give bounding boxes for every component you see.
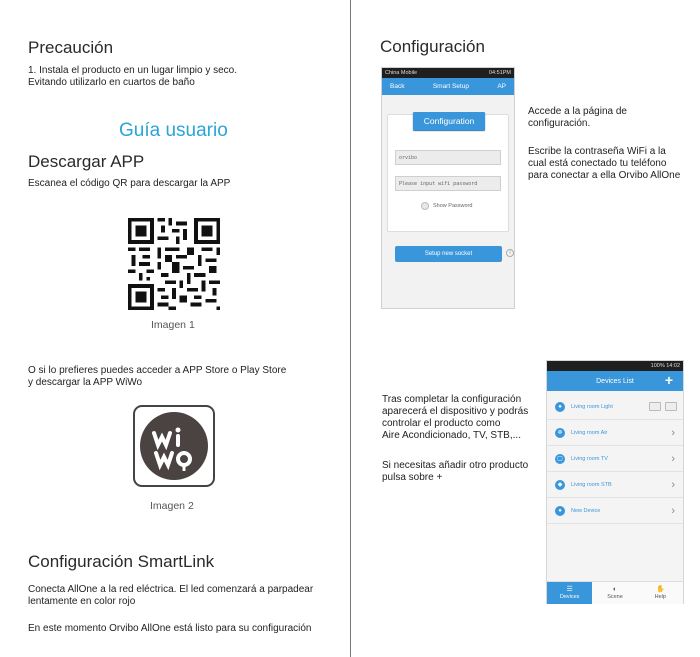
chevron-right-icon: › — [671, 504, 675, 517]
add-device-button[interactable]: + — [664, 372, 673, 388]
chevron-right-icon: › — [671, 452, 675, 465]
wiwo-logo-icon — [139, 411, 209, 481]
devices-list-screenshot — [546, 360, 684, 604]
on-toggle[interactable] — [649, 402, 661, 411]
smartlink-text-2: En este momento Orvibo AllOne está listo para su configuración — [28, 623, 312, 634]
tab-label: Help — [654, 594, 666, 600]
precaucion-heading: Precaución — [28, 38, 114, 57]
device-row[interactable] — [547, 446, 683, 472]
nav-title: Devices List — [596, 377, 634, 385]
configuration-tab[interactable]: Configuration — [413, 112, 485, 130]
nav-title: Smart Setup — [432, 83, 469, 90]
show-password-option[interactable] — [421, 202, 472, 210]
imagen2-caption: Imagen 2 — [150, 500, 194, 512]
device-row[interactable] — [547, 420, 683, 446]
escribe-text: Escribe la contraseña WiFi a la cual está conectado tu teléfono para conectar a ella Orvibo AllOne — [528, 146, 681, 181]
off-toggle[interactable] — [665, 402, 677, 411]
accede-text: Accede a la página de configuración. — [528, 106, 627, 129]
qr-code — [128, 218, 220, 310]
bulb-icon: ● — [555, 402, 565, 412]
device-label: Living room Light — [571, 403, 613, 410]
tab-devices[interactable] — [547, 582, 592, 604]
descargar-heading: Descargar APP — [28, 152, 145, 171]
device-row[interactable] — [547, 394, 683, 420]
ap-button[interactable]: AP — [497, 83, 506, 90]
new-device-icon: ● — [555, 506, 565, 516]
nav-bar — [382, 78, 514, 95]
setup-card — [387, 114, 509, 232]
radio-icon[interactable] — [421, 202, 429, 210]
setup-new-socket-button[interactable]: Setup new socket — [395, 246, 502, 262]
ssid-field[interactable]: orvibo — [395, 150, 501, 165]
list-icon: ☰ — [566, 586, 573, 593]
stb-icon: ◆ — [555, 480, 565, 490]
imagen1-caption: Imagen 1 — [151, 319, 195, 331]
wifi-password-field[interactable]: Please input wifi password — [395, 176, 501, 191]
tab-label: Devices — [559, 594, 580, 600]
status-time: 04:51PM — [488, 70, 511, 76]
hand-icon: ✋ — [655, 586, 665, 593]
guia-usuario-heading: Guía usuario — [119, 120, 228, 141]
scene-icon: ◐ — [612, 586, 618, 593]
smartlink-text-1: Conecta AllOne a la red eléctrica. El led comenzará a parpadear lentamente en color rojo — [28, 584, 314, 607]
smart-setup-screenshot — [381, 67, 515, 309]
wiwo-app-logo — [133, 405, 215, 487]
device-label: Living room Air — [571, 429, 608, 436]
anadir-text: Si necesitas añadir otro producto pulsa sobre + — [382, 460, 529, 483]
show-password-label: Show Password — [433, 203, 473, 209]
tab-help[interactable] — [638, 582, 683, 604]
device-label: Living room TV — [571, 455, 608, 462]
tv-icon: ▢ — [555, 454, 565, 464]
bottom-tab-bar — [547, 581, 683, 604]
status-time: 100% 14:02 — [650, 363, 680, 369]
smartlink-heading: Configuración SmartLink — [28, 552, 215, 571]
back-button[interactable]: Back — [390, 83, 405, 90]
info-icon[interactable]: i — [506, 249, 514, 257]
tab-scene[interactable] — [592, 582, 637, 604]
column-divider — [350, 0, 351, 657]
descargar-text: Escanea el código QR para descargar la APP — [28, 178, 231, 189]
device-label: New Device — [571, 507, 601, 514]
tras-text: Tras completar la configuración aparecerá el dispositivo y podrás controlar el producto como Aire Acondicionado, TV, STB,... — [382, 394, 529, 441]
configuracion-heading: Configuración — [380, 37, 485, 56]
device-row[interactable] — [547, 498, 683, 524]
carrier-label: China Mobile — [385, 70, 418, 76]
precaucion-text: 1. Instala el producto en un lugar limpio y seco. Evitando utilizarlo en cuartos de baño — [28, 65, 238, 88]
store-text: O si lo prefieres puedes acceder a APP Store o Play Store y descargar la APP WiWo — [28, 365, 287, 388]
chevron-right-icon: › — [671, 478, 675, 491]
chevron-right-icon: › — [671, 426, 675, 439]
air-conditioner-icon: ❄ — [555, 428, 565, 438]
device-label: Living room STB — [571, 481, 612, 488]
status-bar — [382, 68, 514, 78]
nav-bar — [547, 371, 683, 391]
status-bar — [547, 361, 683, 371]
tab-label: Scene — [607, 594, 623, 600]
device-row[interactable] — [547, 472, 683, 498]
